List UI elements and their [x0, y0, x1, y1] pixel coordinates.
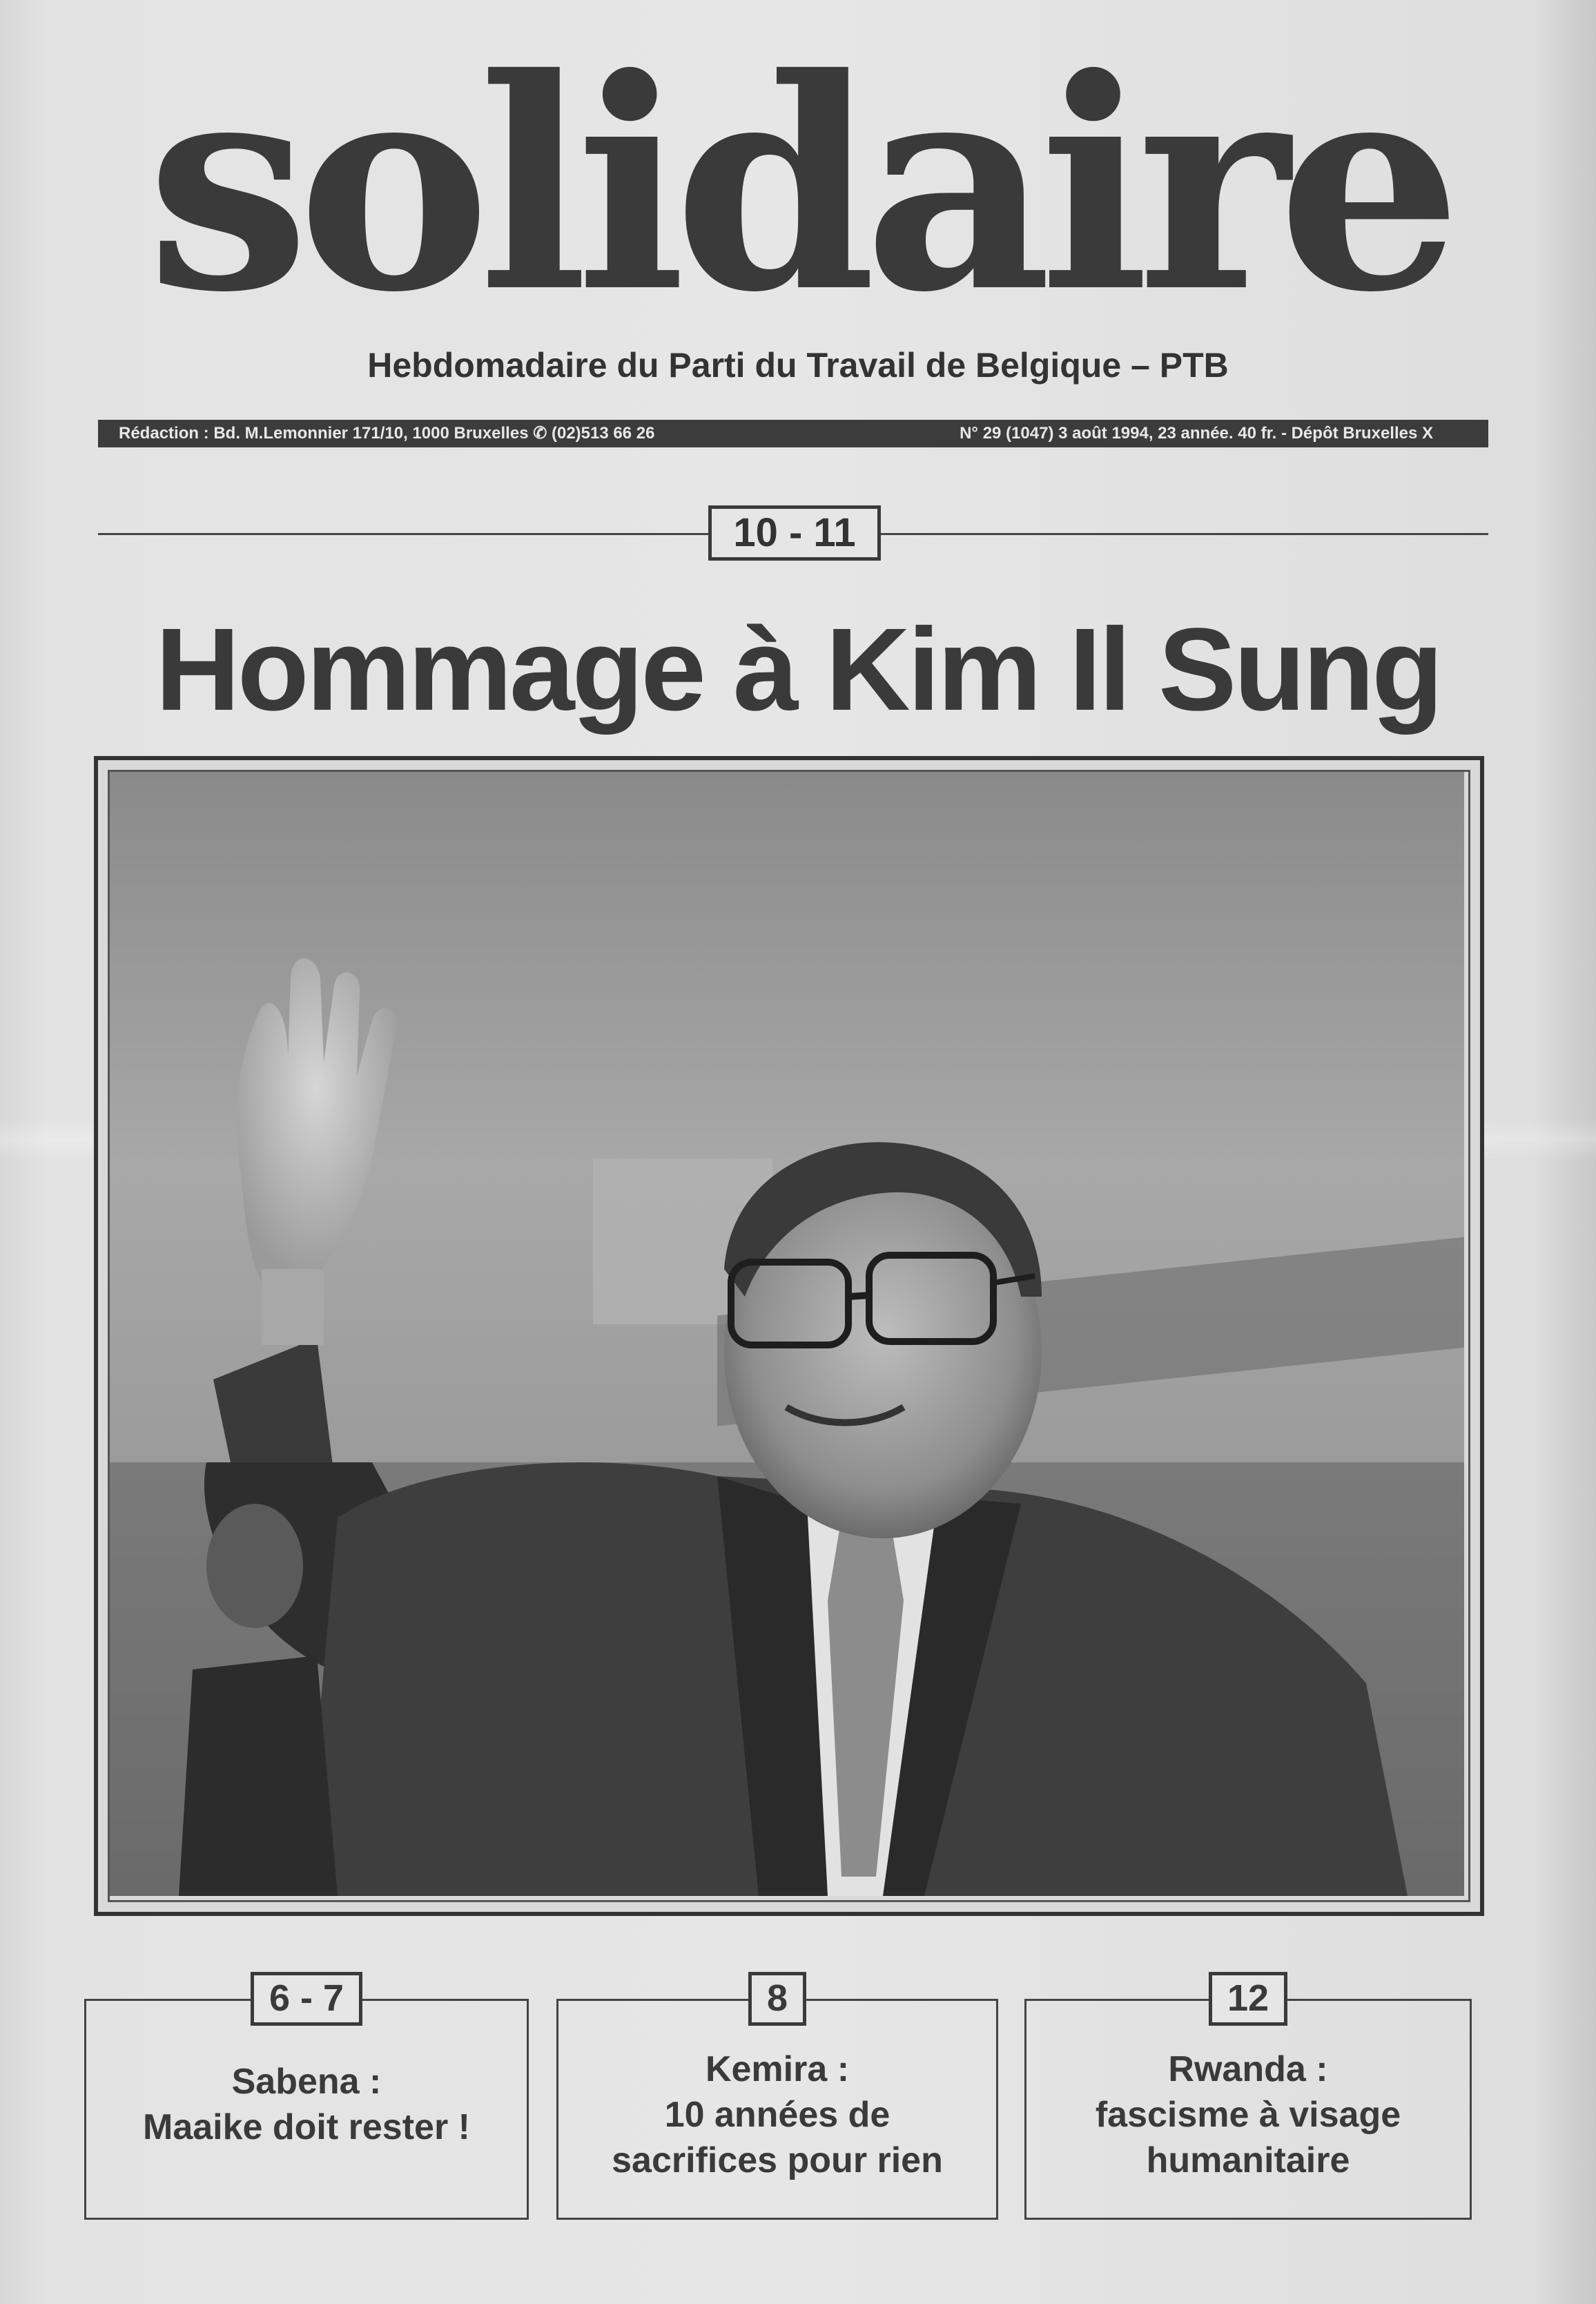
teaser-text: [1033, 2046, 1463, 2183]
main-photo: [108, 770, 1470, 1902]
main-photo-frame: [94, 756, 1484, 1916]
teaser-box-rwanda: [1024, 1977, 1472, 2220]
masthead-title: solidaire: [146, 16, 1450, 356]
teaser-page-tag: 8: [748, 1972, 806, 2026]
teaser-text: [565, 2046, 989, 2183]
teaser-subtitle: fascisme à visage: [1095, 2095, 1401, 2135]
teaser-subtitle: 10 années de: [664, 2095, 891, 2135]
teaser-box-kemira: [556, 1977, 998, 2220]
teaser-text: [93, 2059, 520, 2150]
rule-left: [98, 533, 712, 535]
teaser-box-sabena: [84, 1977, 529, 2220]
editorial-address: Rédaction : Bd. M.Lemonnier 171/10, 1000 Bruxelles ✆ (02)513 66 26: [119, 424, 655, 443]
main-story-page-tag: 10 - 11: [708, 505, 881, 561]
main-headline: Hommage à Kim Il Sung: [155, 604, 1441, 735]
rule-right: [877, 533, 1488, 535]
teaser-page-tag: 12: [1209, 1972, 1287, 2026]
teaser-subtitle: Maaike doit rester !: [143, 2107, 470, 2147]
teaser-subtitle-2: humanitaire: [1146, 2140, 1350, 2180]
teaser-title: Rwanda :: [1168, 2049, 1328, 2089]
teaser-title: Kemira :: [705, 2049, 850, 2089]
issue-info: N° 29 (1047) 3 août 1994, 23 année. 40 fr. - Dépôt Bruxelles X: [960, 424, 1433, 443]
teaser-title: Sabena :: [231, 2062, 382, 2102]
masthead-subtitle: Hebdomadaire du Parti du Travail de Belgique – PTB: [367, 346, 1229, 385]
info-bar: [98, 420, 1488, 447]
teaser-subtitle-2: sacrifices pour rien: [612, 2140, 943, 2180]
teaser-page-tag: 6 - 7: [251, 1972, 362, 2026]
